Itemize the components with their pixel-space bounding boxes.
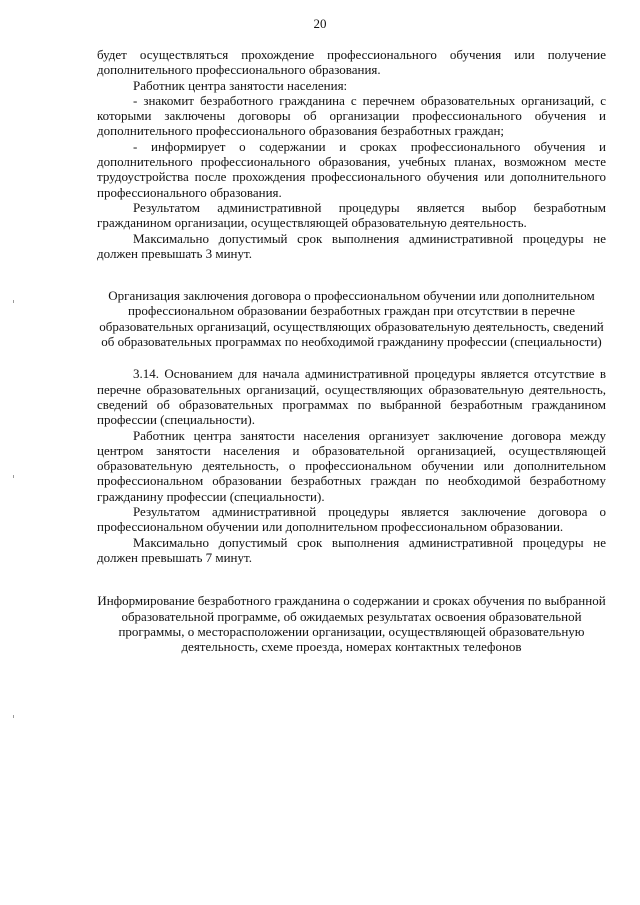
margin-mark <box>13 475 14 478</box>
section-heading: Организация заключения договора о профессиональном обучении или дополнительном профессиональном образовании безработных граждан при отсутствии в перечне образовательных организаций, осуществляющих образовательную деятельность, сведений об образовательных программах по необходимой гражданину профессии (специальности) <box>99 288 604 350</box>
margin-mark <box>13 715 14 718</box>
margin-mark <box>13 300 14 303</box>
page-number: 20 <box>313 16 327 31</box>
list-item: - знакомит безработного гражданина с перечнем образовательных организаций, с которыми заключены договоры об организации профессионального обучения и дополнительного профессионального образования безработных граждан; <box>97 92 606 139</box>
paragraph: Результатом административной процедуры является выбор безработным гражданином организации, осуществляющей образовательную деятельность. <box>97 199 606 231</box>
section-heading: Информирование безработного гражданина о содержании и сроках обучения по выбранной образовательной программе, об ожидаемых результатах освоения образовательной программы, о месторасположении организации, осуществляющей образовательную деятельность, схеме проезда, номерах контактных телефонов <box>97 593 606 655</box>
paragraph: Работник центра занятости населения организует заключение договора между центром занятости населения и образовательной организацией, осуществляющей образовательную деятельность, о профессиональном обучении или дополнительном профессиональном образовании безработных граждан по необходимой безработному гражданину профессии (специальности). <box>97 427 606 504</box>
paragraph: 3.14. Основанием для начала административной процедуры является отсутствие в перечне образовательных организаций, осуществляющих образовательную деятельность, сведений об образовательных программах по выбранной безработным гражданином профессии (специальности). <box>97 366 606 428</box>
paragraph: Работник центра занятости населения: <box>133 77 348 93</box>
document-body <box>97 47 606 654</box>
paragraph: Максимально допустимый срок выполнения административной процедуры не должен превышать 3 минут. <box>97 230 606 261</box>
paragraph: Результатом административной процедуры является заключение договора о профессиональном обучении или дополнительном профессиональном образовании. <box>97 504 606 535</box>
list-item: - информирует о содержании и сроках профессионального обучения и дополнительного профессионального образования, учебных планах, возможном месте трудоустройства после прохождения профессионального обучения или дополнительного профессионального образования. <box>97 138 606 200</box>
paragraph: будет осуществляться прохождение профессионального обучения или получение дополнительного профессионального образования. <box>97 47 606 78</box>
paragraph: Максимально допустимый срок выполнения административной процедуры не должен превышать 7 минут. <box>97 534 606 565</box>
